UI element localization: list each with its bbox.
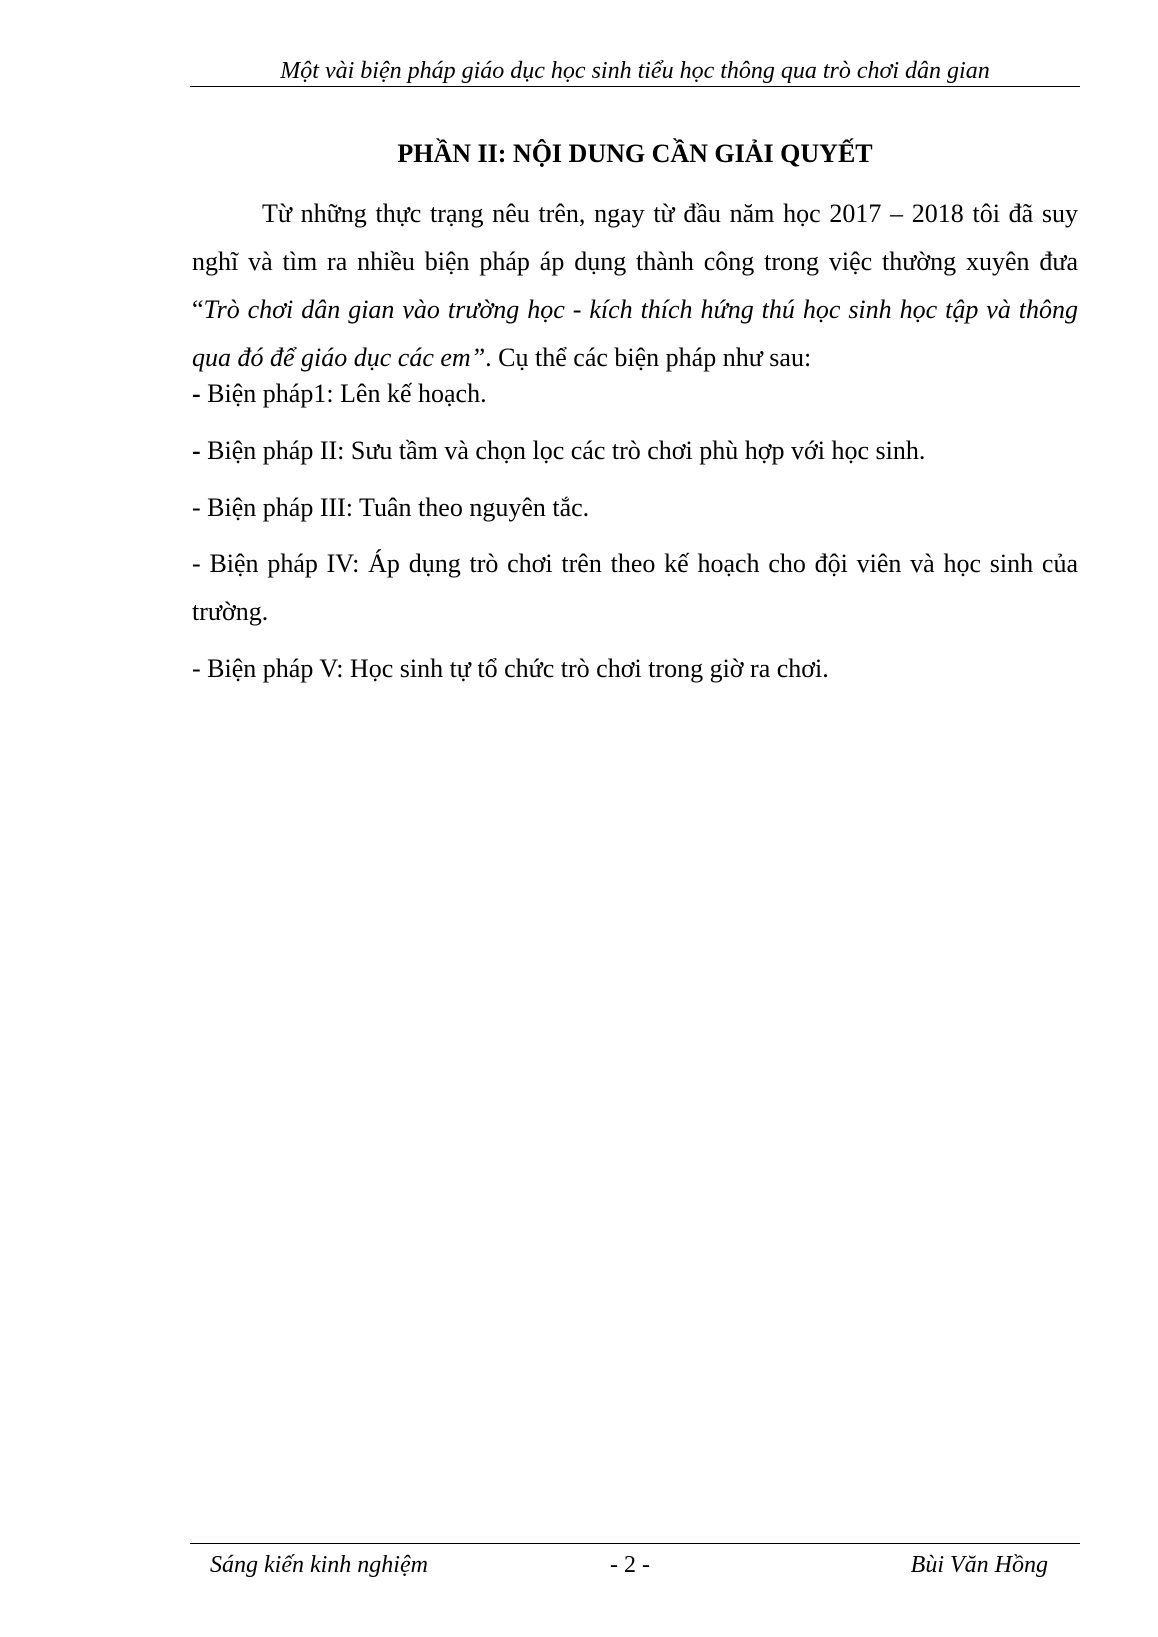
intro-tail: . Cụ thể các biện pháp như sau:	[485, 343, 812, 372]
measure-dash: -	[192, 379, 201, 408]
footer-author: Bùi Văn Hồng	[910, 1552, 1048, 1578]
measure-text: Biện pháp IV: Áp dụng trò chơi trên theo kế hoạch cho đội viên và học sinh của trường.	[192, 549, 1078, 626]
header-rule	[190, 86, 1080, 87]
measure-text: Biện pháp II: Sưu tầm và chọn lọc các trò chơi phù hợp với học sinh.	[200, 436, 926, 465]
measure-item-3	[192, 484, 1078, 532]
running-header: Một vài biện pháp giáo dục học sinh tiểu học thông qua trò chơi dân gian	[280, 58, 990, 84]
footer-label: Sáng kiến kinh nghiệm	[210, 1552, 428, 1578]
intro-quote: Trò chơi dân gian vào trường học - kích thích hứng thú học sinh học tập và thông qua đó để giáo dục các em”	[192, 295, 1078, 372]
section-heading: PHẦN II: NỘI DUNG CẦN GIẢI QUYẾT	[397, 139, 873, 168]
measure-item-4	[192, 540, 1078, 636]
intro-paragraph	[192, 190, 1078, 382]
measure-item-2	[192, 427, 1078, 475]
measure-dash: -	[192, 493, 201, 522]
measure-text: Biện pháp V: Học sinh tự tổ chức trò chơi trong giờ ra chơi.	[200, 654, 829, 683]
measure-text: Biện pháp III: Tuân theo nguyên tắc.	[200, 493, 590, 522]
measure-item-5	[192, 645, 1078, 693]
measure-dash: -	[192, 549, 201, 578]
measure-dash: -	[192, 436, 201, 465]
measure-text: Biện pháp1: Lên kế hoạch.	[200, 379, 487, 408]
intro-text: Từ những thực trạng nêu trên, ngay từ đầu năm học 2017 – 2018 tôi đã suy nghĩ và tìm ra nhiều biện pháp áp dụng thành công trong việc thường xuyên đưa “	[192, 199, 1078, 324]
footer-rule	[190, 1543, 1080, 1544]
page-number: - 2 -	[610, 1552, 650, 1578]
measure-dash: -	[192, 654, 201, 683]
measure-item-1	[192, 370, 1078, 418]
